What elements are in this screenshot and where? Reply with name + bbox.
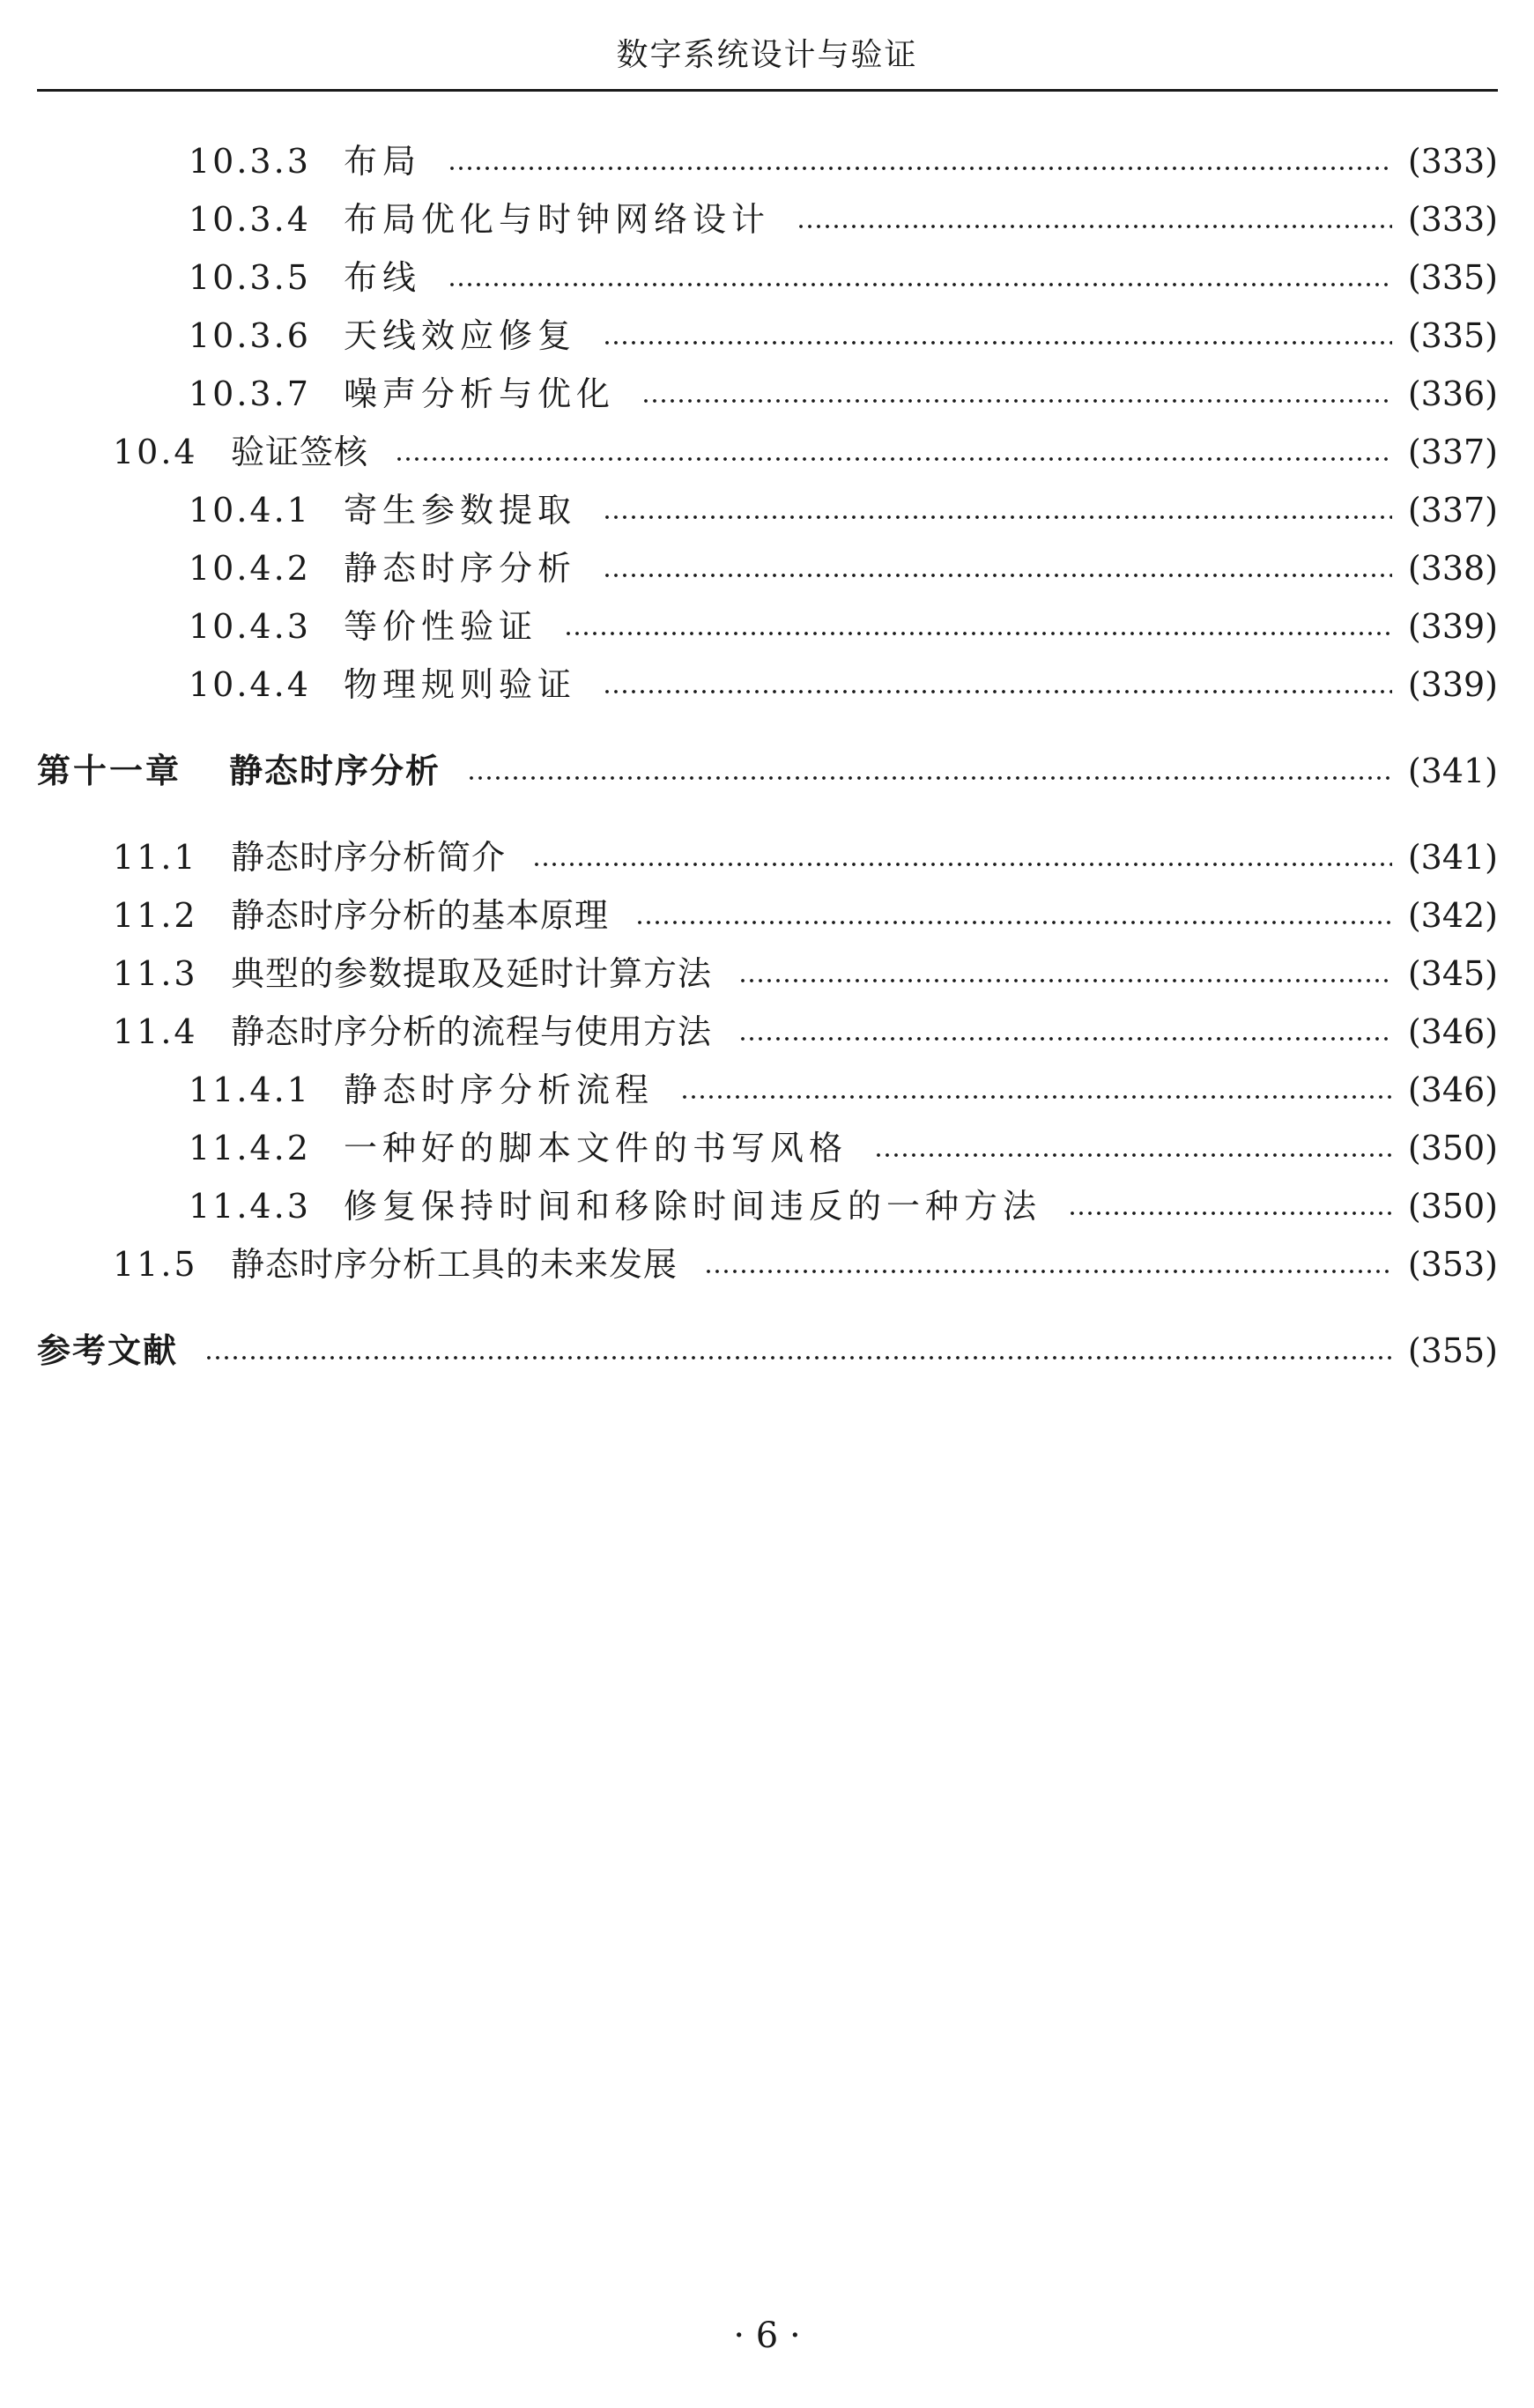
dot-leader: [603, 539, 1392, 597]
toc-chapter-number: 第十一章: [37, 752, 182, 790]
toc-entry-page: (336): [1407, 374, 1498, 413]
dot-leader: [603, 481, 1392, 539]
toc-entry-title: 静态时序分析流程: [344, 1071, 655, 1109]
toc-entry-10-4-4[interactable]: [37, 656, 1498, 714]
toc-chapter-title: 静态时序分析: [229, 752, 441, 790]
dot-leader: [395, 423, 1392, 481]
toc-entry-number: 10.4.3: [189, 607, 311, 646]
toc-entry-page: (355): [1407, 1331, 1498, 1370]
toc-entry-number: 10.4.2: [189, 549, 311, 588]
toc-entry-10-4-3[interactable]: [37, 597, 1498, 656]
toc-references[interactable]: [37, 1322, 1498, 1380]
toc-entry-title: 物理规则验证: [344, 665, 577, 704]
toc-entry-title: 静态时序分析: [344, 549, 577, 588]
toc-entry-page: (341): [1407, 752, 1498, 790]
toc-entry-number: 10.3.4: [189, 200, 311, 239]
toc-entry-number: 11.2: [113, 896, 198, 935]
toc-entry-number: 11.4: [113, 1012, 198, 1051]
toc-entry-page: (350): [1407, 1187, 1498, 1226]
toc-entry-number: 10.4.1: [189, 491, 311, 530]
toc-chapter-title: 参考文献: [37, 1331, 179, 1370]
toc-entry-page: (337): [1407, 491, 1498, 530]
toc-chapter-11[interactable]: [37, 742, 1498, 800]
toc-entry-10-4[interactable]: [37, 423, 1498, 481]
toc-entry-number: 11.4.2: [189, 1129, 311, 1167]
dot-leader: [467, 742, 1392, 800]
toc-entry-title: 布局: [344, 142, 422, 181]
toc-entry-title: 修复保持时间和移除时间违反的一种方法: [344, 1187, 1042, 1226]
toc-entry-page: (337): [1407, 433, 1498, 471]
dot-leader: [448, 132, 1392, 190]
running-header: 数字系统设计与验证: [616, 37, 918, 73]
toc-entry-11-3[interactable]: [37, 945, 1498, 1003]
toc-entry-10-3-5[interactable]: [37, 248, 1498, 307]
toc-entry-title: 静态时序分析的基本原理: [231, 896, 610, 935]
dot-leader: [738, 945, 1392, 1003]
dot-leader: [204, 1322, 1392, 1380]
toc-entry-number: 11.1: [113, 838, 198, 877]
dot-leader: [797, 190, 1392, 248]
toc-entry-number: 10.4: [113, 433, 198, 471]
dot-leader: [874, 1119, 1392, 1177]
toc-entry-title: 一种好的脚本文件的书写风格: [344, 1129, 849, 1167]
toc-entry-page: (333): [1407, 200, 1498, 239]
toc-entry-11-5[interactable]: [37, 1235, 1498, 1293]
dot-leader: [603, 307, 1392, 365]
toc-entry-10-3-6[interactable]: [37, 307, 1498, 365]
dot-leader: [738, 1003, 1392, 1061]
toc-entry-page: (350): [1407, 1129, 1498, 1167]
toc-entry-10-4-2[interactable]: [37, 539, 1498, 597]
dot-leader: [448, 248, 1392, 307]
table-of-contents: [37, 132, 1498, 1380]
header-rule: [37, 89, 1498, 92]
toc-entry-page: (335): [1407, 316, 1498, 355]
dot-leader: [641, 365, 1392, 423]
dot-leader: [532, 828, 1392, 886]
toc-entry-page: (335): [1407, 258, 1498, 297]
toc-entry-11-4-2[interactable]: [37, 1119, 1498, 1177]
toc-entry-title: 布局优化与时钟网络设计: [344, 200, 771, 239]
toc-entry-10-4-1[interactable]: [37, 481, 1498, 539]
toc-entry-title: 静态时序分析工具的未来发展: [231, 1245, 678, 1284]
toc-entry-number: 10.3.3: [189, 142, 311, 181]
toc-entry-11-4[interactable]: [37, 1003, 1498, 1061]
toc-entry-number: 11.4.1: [189, 1071, 311, 1109]
dot-leader: [603, 656, 1392, 714]
toc-entry-page: (341): [1407, 838, 1498, 877]
toc-entry-title: 布线: [344, 258, 422, 297]
toc-entry-10-3-7[interactable]: [37, 365, 1498, 423]
toc-entry-title: 静态时序分析的流程与使用方法: [231, 1012, 713, 1051]
toc-entry-title: 寄生参数提取: [344, 491, 577, 530]
toc-entry-number: 10.3.5: [189, 258, 311, 297]
toc-entry-number: 10.3.7: [189, 374, 311, 413]
page-number: · 6 ·: [733, 2315, 801, 2356]
toc-entry-11-4-3[interactable]: [37, 1177, 1498, 1235]
toc-entry-11-1[interactable]: [37, 828, 1498, 886]
dot-leader: [564, 597, 1392, 656]
toc-entry-page: (353): [1407, 1245, 1498, 1284]
dot-leader: [635, 886, 1392, 945]
toc-entry-number: 10.3.6: [189, 316, 311, 355]
toc-entry-11-4-1[interactable]: [37, 1061, 1498, 1119]
toc-entry-page: (338): [1407, 549, 1498, 588]
toc-entry-page: (346): [1407, 1071, 1498, 1109]
dot-leader: [1068, 1177, 1392, 1235]
toc-entry-page: (342): [1407, 896, 1498, 935]
toc-entry-number: 11.4.3: [189, 1187, 311, 1226]
toc-entry-title: 等价性验证: [344, 607, 538, 646]
toc-entry-10-3-4[interactable]: [37, 190, 1498, 248]
toc-entry-number: 11.5: [113, 1245, 198, 1284]
toc-entry-page: (346): [1407, 1012, 1498, 1051]
toc-entry-page: (339): [1407, 607, 1498, 646]
toc-entry-title: 天线效应修复: [344, 316, 577, 355]
toc-entry-page: (339): [1407, 665, 1498, 704]
toc-entry-title: 静态时序分析简介: [231, 838, 507, 877]
toc-entry-title: 典型的参数提取及延时计算方法: [231, 954, 713, 993]
toc-entry-page: (333): [1407, 142, 1498, 181]
toc-entry-number: 10.4.4: [189, 665, 311, 704]
toc-entry-10-3-3[interactable]: [37, 132, 1498, 190]
toc-entry-page: (345): [1407, 954, 1498, 993]
toc-entry-title: 验证签核: [231, 433, 369, 471]
toc-entry-title: 噪声分析与优化: [344, 374, 616, 413]
dot-leader: [680, 1061, 1392, 1119]
toc-entry-11-2[interactable]: [37, 886, 1498, 945]
dot-leader: [704, 1235, 1392, 1293]
toc-entry-number: 11.3: [113, 954, 198, 993]
